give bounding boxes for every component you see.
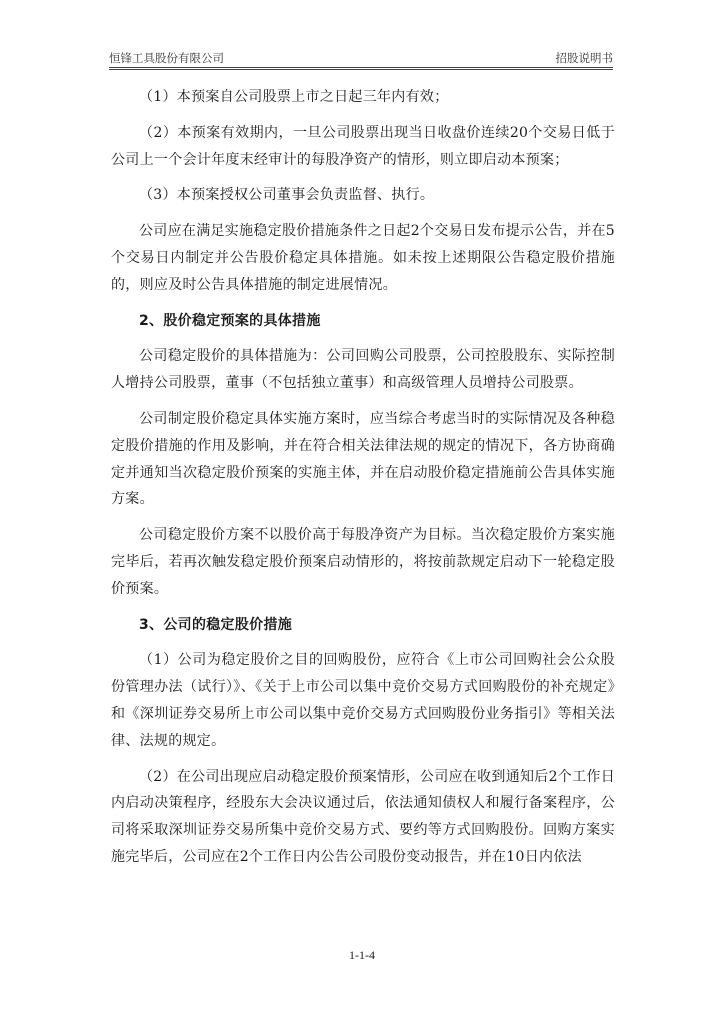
paragraph-buyback-procedure: （2）在公司出现应启动稳定股价预案情形，公司应在收到通知后2个工作日内启动决策程序，经股东大会决议通过后，依法通知债权人和履行备案程序，公司将采取深圳证券交易所集中竞价交易方式、要约等方式回购股份。回购方案实施完毕后，公司应在2个工作日内公告公司股份变动报告，并在10日内依法 [111, 768, 616, 865]
paragraph-trigger-condition: （2）本预案有效期内，一旦公司股票出现当日收盘价连续20个交易日低于公司上一个会计年度末经审计的每股净资产的情形，则立即启动本预案； [111, 124, 615, 168]
header-divider [109, 67, 613, 70]
header-document-type: 招股说明书 [555, 51, 613, 65]
paragraph-board-authorization: （3）本预案授权公司董事会负责监督、执行。 [139, 187, 435, 204]
section-heading-specific-measures: 2、股价稳定预案的具体措施 [139, 312, 321, 329]
section-heading-company-measures: 3、公司的稳定股价措施 [139, 616, 293, 633]
document-body [111, 84, 615, 871]
paragraph-buyback-compliance: （1）公司为稳定股价之目的回购股份，应符合《上市公司回购社会公众股份管理办法（试行）》、《关于上市公司以集中竞价交易方式回购股份的补充规定》和《深圳证券交易所上市公司以集中竞价交易方式回购股份业务指引》等相关法律、法规的规定。 [111, 652, 615, 749]
paragraph-implementation-plan: 公司制定股价稳定具体实施方案时，应当综合考虑当时的实际情况及各种稳定股价措施的作用及影响，并在符合相关法律法规的规定的情况下，各方协商确定并通知当次稳定股价预案的实施主体，并在启动股价稳定措施前公告具体实施方案。 [111, 410, 615, 508]
paragraph-announcement: 公司应在满足实施稳定股价措施条件之日起2个交易日发布提示公告，并在5个交易日内制定并公告股价稳定具体措施。如未按上述期限公告稳定股价措施的，则应及时公告具体措施的制定进展情况。 [111, 223, 616, 293]
paragraph-measures-list: 公司稳定股价的具体措施为：公司回购公司股票，公司控股股东、实际控制人增持公司股票，董事（不包括独立董事）和高级管理人员增持公司股票。 [111, 348, 615, 392]
paragraph-validity: （1）本预案自公司股票上市之日起三年内有效； [139, 89, 449, 105]
header-company-name: 恒锋工具股份有限公司 [109, 51, 224, 65]
paragraph-plan-target: 公司稳定股价方案不以股价高于每股净资产为目标。当次稳定股价方案实施完毕后，若再次触发稳定股价预案启动情形的，将按前款规定启动下一轮稳定股价预案。 [111, 527, 615, 597]
page-number: 1-1-4 [349, 948, 375, 962]
